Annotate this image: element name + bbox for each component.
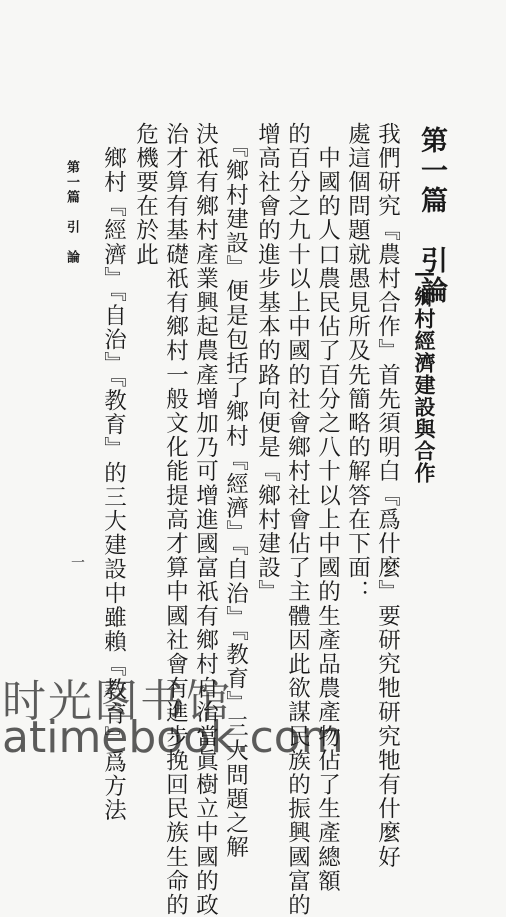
body-column-4: 的百分之九十以上中國的社會鄉村社會佔了主體因此欲謀民族的振興國富的 [284, 122, 311, 917]
body-column-2: 處這個問題就愚見所及先簡略的解答在下面： [344, 122, 371, 604]
chapter-title: 第一篇 引論 [416, 126, 447, 306]
watermark-chinese: 时光图书馆 [2, 676, 232, 727]
page-number: 一 [69, 555, 85, 569]
body-column-1: 我們研究『農村合作』首先須明白『爲什麼』要研究牠研究牠有什麼好 [374, 122, 401, 870]
body-column-9: 危機要在於此 [132, 122, 159, 267]
body-column-8: 治才算有基礎祇有鄉村一般文化能提高才算中國社會有進步挽回民族生命的 [162, 122, 189, 917]
watermark-url: atimebook.com [2, 712, 344, 763]
body-column-7: 決祇有鄉村產業興起農產增加乃可增進國富祇有鄉村自治當眞樹立中國的政 [192, 122, 219, 917]
body-column-5: 增高社會的進步基本的路向便是『鄉村建設』 [254, 122, 281, 604]
body-column-3: 中國的人口農民佔了百分之八十以上中國的生產品農產物佔了生產總額 [314, 122, 341, 894]
running-head: 第一篇 引 論 [64, 160, 79, 265]
chapter-subtitle: —鄉村經濟建設與合作 [412, 260, 437, 484]
body-column-10: 鄉村『經濟』『自治』『教育』的三大建設中雖賴『教育』爲方法 [100, 122, 127, 823]
body-column-6: 『鄉村建設』便是包括了鄉村『經濟』『自治』『教育』三大問題之解 [222, 122, 249, 860]
